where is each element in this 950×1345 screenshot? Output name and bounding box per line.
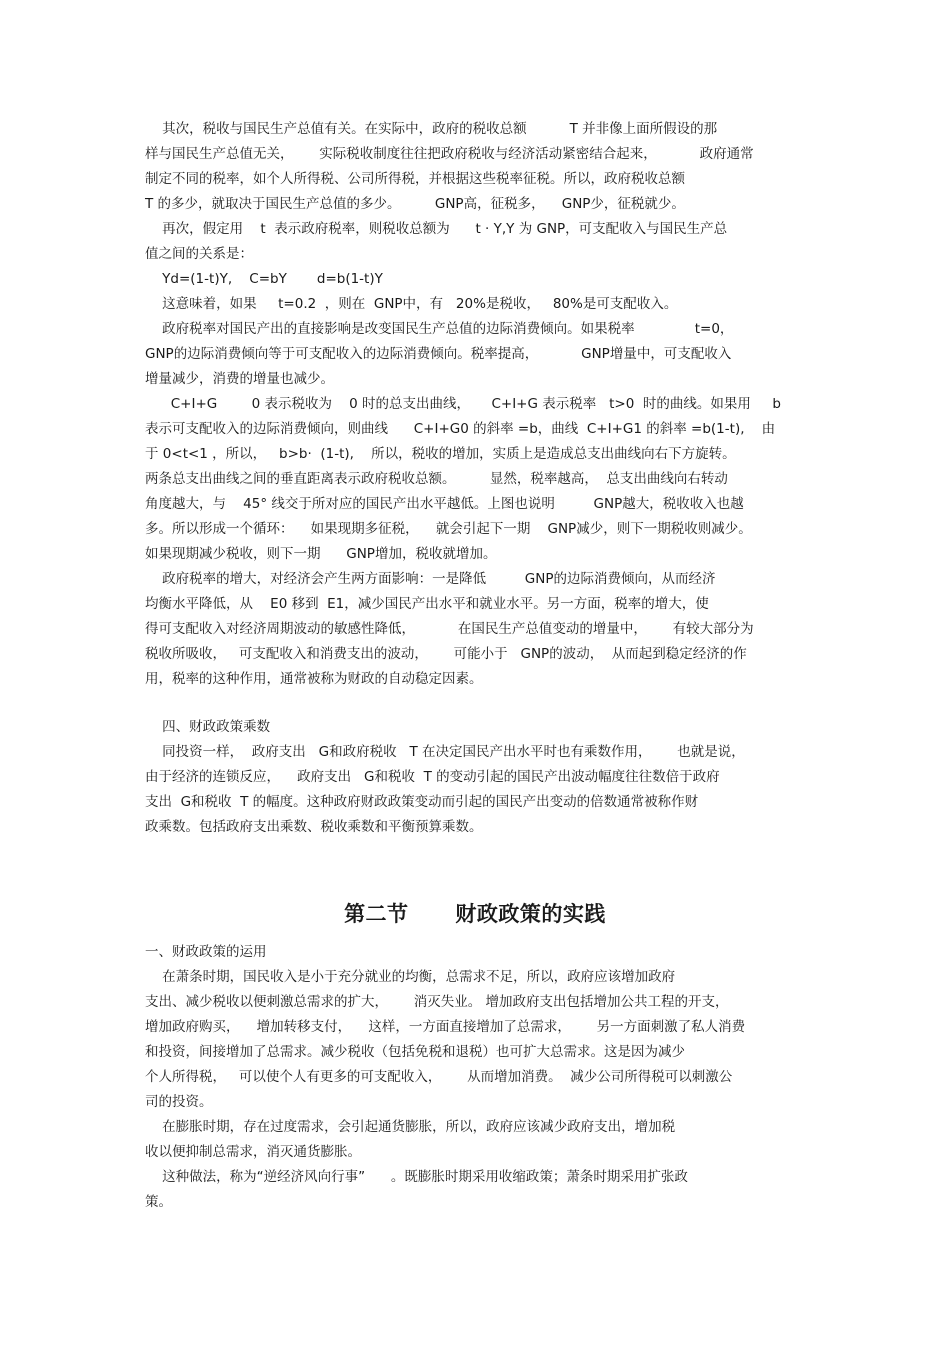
text-line: 政府税率对国民产出的直接影响是改变国民生产总值的边际消费倾向。如果税率 t=0， (145, 321, 734, 337)
text-line: 支出 G和税收 T 的幅度。这种政府财政政策变动而引起的国民产出变动的倍数通常被称作财 (145, 794, 699, 810)
text-line: 司的投资。 (145, 1094, 213, 1110)
text-line: 增量减少，消费的增量也减少。 (145, 371, 334, 387)
text-line: 样与国民生产总值无关， 实际税收制度往往把政府税收与经济活动紧密结合起来， 政府通常 (145, 146, 754, 162)
text-line: 表示可支配收入的边际消费倾向，则曲线 C+I+G0 的斜率 =b，曲线 C+I+G1 的斜率 =b(1-t), 由 (145, 421, 776, 437)
text-line: Yd=(1-t)Y, C=bY d=b(1-t)Y (145, 271, 383, 287)
text-line: 政府税率的增大，对经济会产生两方面影响：一是降低 GNP的边际消费倾向，从而经济 (145, 571, 716, 587)
text-line: 增加政府购买， 增加转移支付， 这样，一方面直接增加了总需求， 另一方面刺激了私人消费 (145, 1019, 746, 1035)
text-line: 收以便抑制总需求，消灭通货膨胀。 (145, 1144, 361, 1160)
text-line: 一、财政政策的运用 (145, 944, 267, 960)
text-line: 于 0<t<1 ，所以， b>b· (1-t), 所以，税收的增加，实质上是造成总支出曲线向右下方旋转。 (145, 446, 736, 462)
text-line: 两条总支出曲线之间的垂直距离表示政府税收总额。 显然，税率越高， 总支出曲线向右转动 (145, 471, 728, 487)
text-line: 这意味着，如果 t=0.2 ，则在 GNP中，有 20%是税收， 80%是可支配收入。 (145, 296, 678, 312)
text-line: 四、财政政策乘数 (145, 719, 271, 735)
text-line: 值之间的关系是： (145, 246, 253, 262)
text-line: 其次，税收与国民生产总值有关。在实际中，政府的税收总额 T 并非像上面所假设的那 (145, 121, 718, 137)
text-line: 制定不同的税率，如个人所得税、公司所得税，并根据这些税率征税。所以，政府税收总额 (145, 171, 685, 187)
text-line: 策。 (145, 1194, 172, 1210)
text-line: T 的多少，就取决于国民生产总值的多少。 GNP高，征税多， GNP少，征税就少。 (145, 196, 685, 212)
text-line: 再次，假定用 t 表示政府税率，则税收总额为 t · Y,Y 为 GNP，可支配收入与国民生产总 (145, 221, 728, 237)
text-line: 这种做法，称为“逆经济风向行事” 。既膨胀时期采用收缩政策；萧条时期采用扩张政 (145, 1169, 688, 1185)
text-line: 角度越大，与 45° 线交于所对应的国民产出水平越低。上图也说明 GNP越大，税收收入也越 (145, 496, 744, 512)
text-line: 由于经济的连锁反应， 政府支出 G和税收 T 的变动引起的国民产出波动幅度往往数倍于政府 (145, 769, 720, 785)
text-line: 个人所得税， 可以使个人有更多的可支配收入， 从而增加消费。 减少公司所得税可以刺激公 (145, 1069, 733, 1085)
text-line: 用，税率的这种作用，通常被称为财政的自动稳定因素。 (145, 671, 483, 687)
text-line: 政乘数。包括政府支出乘数、税收乘数和平衡预算乘数。 (145, 819, 483, 835)
text-line: 和投资，间接增加了总需求。减少税收（包括免税和退税）也可扩大总需求。这是因为减少 (145, 1044, 685, 1060)
text-line: GNP的边际消费倾向等于可支配收入的边际消费倾向。税率提高， GNP增量中，可支配收入 (145, 346, 732, 362)
text-line: C+I+G 0 表示税收为 0 时的总支出曲线， C+I+G 表示税率 t>0 时的曲线。如果用 b (145, 396, 781, 412)
text-line: 在膨胀时期，存在过度需求，会引起通货膨胀，所以，政府应该减少政府支出，增加税 (145, 1119, 676, 1135)
text-line: 税收所吸收， 可支配收入和消费支出的波动， 可能小于 GNP的波动， 从而起到稳定经济的作 (145, 646, 747, 662)
text-line: 支出、减少税收以便刺激总需求的扩大， 消灭失业。 增加政府支出包括增加公共工程的开支， (145, 994, 729, 1010)
text-line: 得可支配收入对经济周期波动的敏感性降低， 在国民生产总值变动的增量中， 有较大部分为 (145, 621, 754, 637)
text-line: 多。所以形成一个循环： 如果现期多征税， 就会引起下一期 GNP减少，则下一期税收则减少。 (145, 521, 752, 537)
text-line: 在萧条时期，国民收入是小于充分就业的均衡，总需求不足，所以，政府应该增加政府 (145, 969, 676, 985)
text-line: 同投资一样， 政府支出 G和政府税收 T 在决定国民产出水平时也有乘数作用， 也就是说， (145, 744, 745, 760)
text-line: 均衡水平降低，从 E0 移到 E1，减少国民产出水平和就业水平。另一方面，税率的增大，使 (145, 596, 709, 612)
section-title: 第二节 财政政策的实践 (344, 902, 606, 926)
text-line: 如果现期减少税收，则下一期 GNP增加，税收就增加。 (145, 546, 497, 562)
